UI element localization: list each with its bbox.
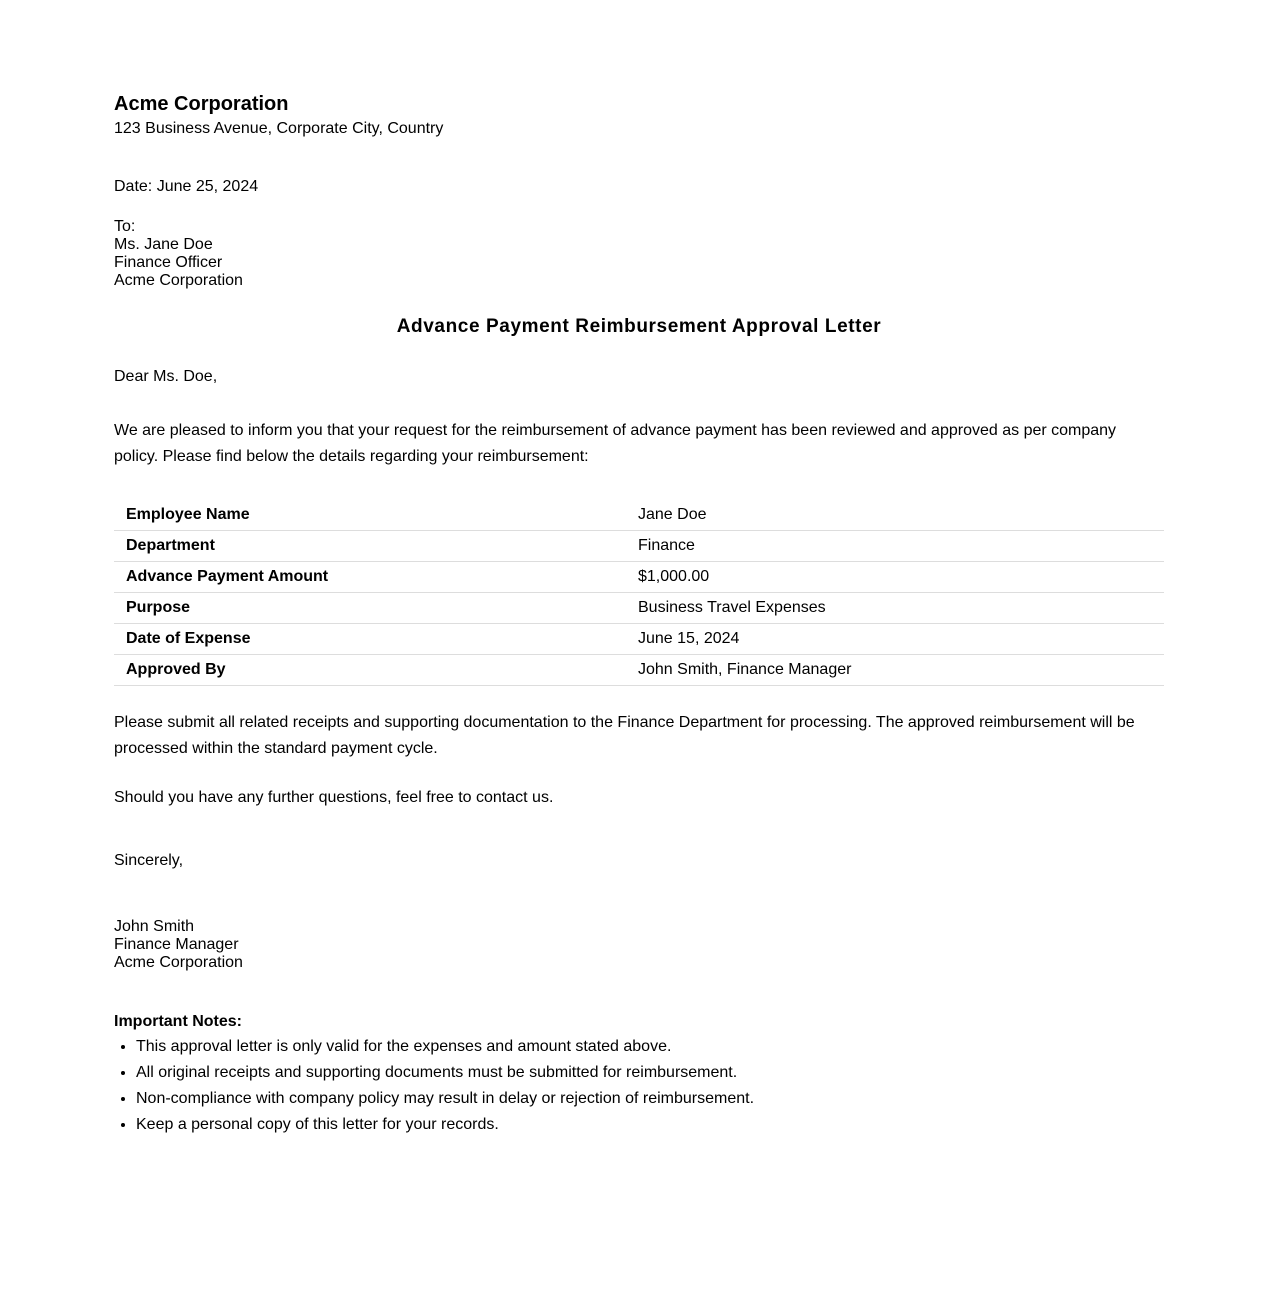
closing-phrase: Sincerely, — [114, 852, 184, 869]
company-name: Acme Corporation — [114, 93, 289, 115]
intro-paragraph: We are pleased to inform you that your request for the reimbursement of advance payment has been reviewed and approved as per company policy. Please find below the details regarding your reimbursement: — [114, 422, 1117, 465]
detail-label: Employee Name — [114, 500, 626, 531]
signer-company: Acme Corporation — [114, 954, 243, 971]
table-row — [114, 624, 1164, 655]
reimbursement-details-table — [114, 500, 1164, 686]
recipient-block — [114, 218, 1164, 290]
detail-label: Department — [114, 531, 626, 562]
recipient-title: Finance Officer — [114, 254, 223, 271]
detail-label: Date of Expense — [114, 624, 626, 655]
instructions-paragraph: Please submit all related receipts and supporting documentation to the Finance Department for processing. The approved reimbursement will be processed within the standard payment cycle. — [114, 714, 1135, 757]
recipient-name: Ms. Jane Doe — [114, 236, 213, 253]
company-address: 123 Business Avenue, Corporate City, Country — [114, 120, 444, 137]
detail-label: Purpose — [114, 593, 626, 624]
detail-value: June 15, 2024 — [626, 624, 1164, 655]
list-item: • This approval letter is only valid for the expenses and amount stated above. — [136, 1034, 1164, 1060]
signer-title: Finance Manager — [114, 936, 239, 953]
questions-paragraph: Should you have any further questions, feel free to contact us. — [114, 789, 554, 806]
list-item: • Keep a personal copy of this letter for your records. — [136, 1112, 1164, 1138]
detail-value: Business Travel Expenses — [626, 593, 1164, 624]
letter-body — [114, 90, 1164, 1138]
table-row — [114, 500, 1164, 531]
table-row — [114, 593, 1164, 624]
signer-name: John Smith — [114, 918, 195, 935]
detail-value: $1,000.00 — [626, 562, 1164, 593]
detail-value: John Smith, Finance Manager — [626, 655, 1164, 686]
table-row — [114, 655, 1164, 686]
list-item: • All original receipts and supporting documents must be submitted for reimbursement. — [136, 1060, 1164, 1086]
signature-block — [114, 918, 1164, 972]
detail-value: Jane Doe — [626, 500, 1164, 531]
recipient-to-label: To: — [114, 218, 136, 235]
notes-heading: Important Notes: — [114, 1013, 242, 1030]
letter-title: Advance Payment Reimbursement Approval Letter — [396, 316, 882, 337]
letterhead — [114, 90, 1164, 140]
table-row — [114, 562, 1164, 593]
notes-list — [114, 1034, 1164, 1138]
recipient-company: Acme Corporation — [114, 272, 243, 289]
letter-date: Date: June 25, 2024 — [114, 178, 259, 195]
salutation: Dear Ms. Doe, — [114, 368, 218, 385]
detail-label: Approved By — [114, 655, 626, 686]
detail-value: Finance — [626, 531, 1164, 562]
detail-label: Advance Payment Amount — [114, 562, 626, 593]
list-item: • Non-compliance with company policy may result in delay or rejection of reimbursement. — [136, 1086, 1164, 1112]
table-row — [114, 531, 1164, 562]
important-notes — [114, 1012, 1164, 1138]
